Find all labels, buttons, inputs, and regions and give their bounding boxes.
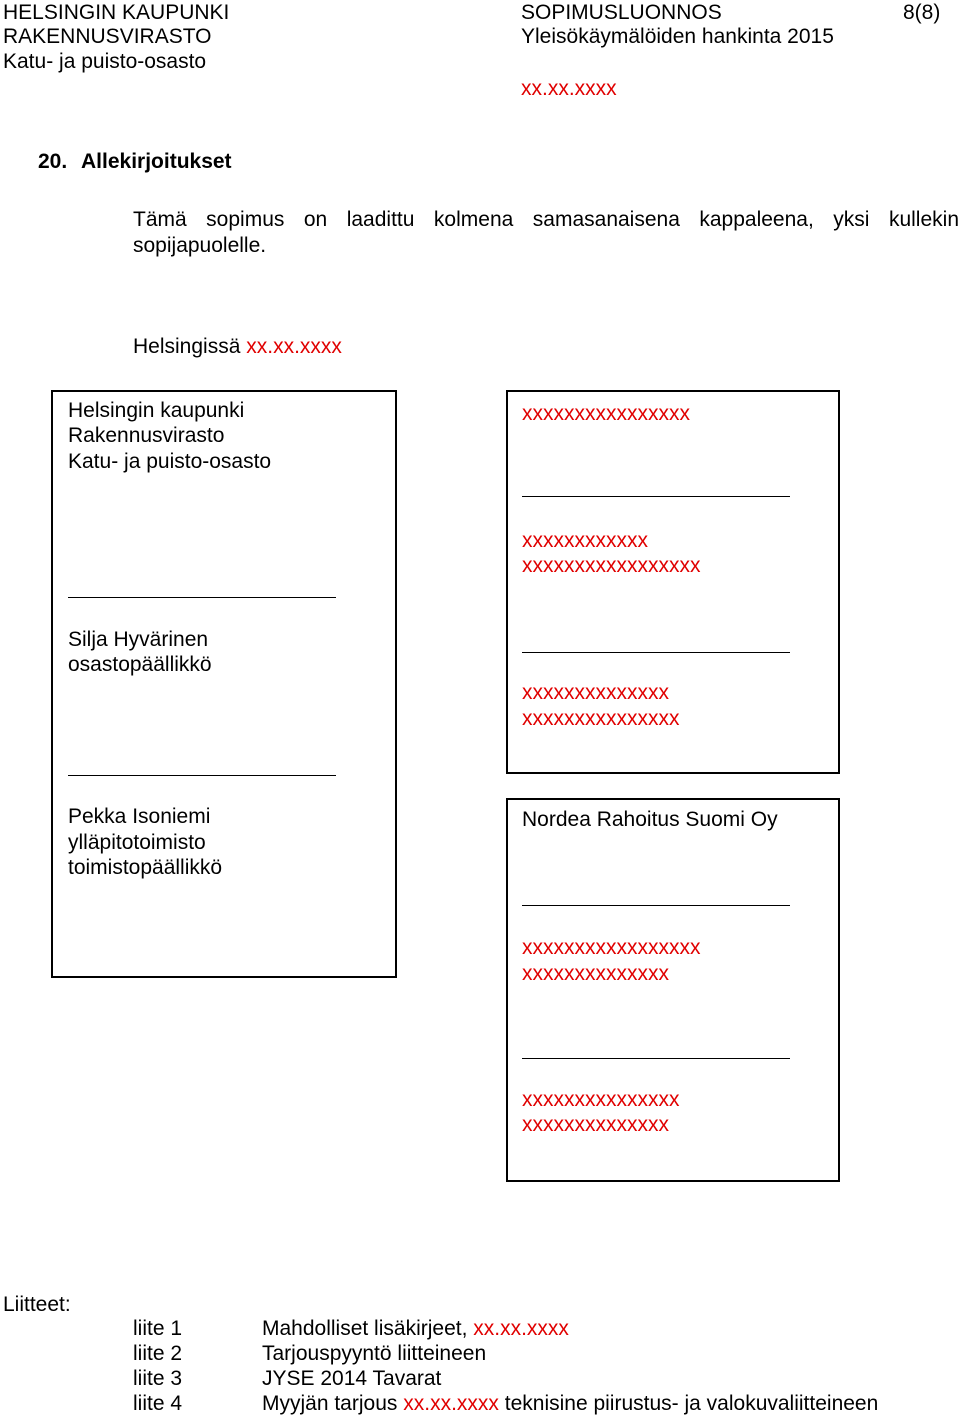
supplier-signer1-line2: xxxxxxxxxxxxxxxxx — [522, 554, 701, 577]
attachment-row — [133, 1366, 182, 1392]
header-date-placeholder: xx.xx.xxxx — [521, 77, 617, 100]
header-org-line2: RAKENNUSVIRASTO — [3, 25, 212, 48]
financier-company: Nordea Rahoitus Suomi Oy — [522, 808, 778, 831]
header-org-line3: Katu- ja puisto-osasto — [3, 50, 207, 73]
financier-signer2-line1: xxxxxxxxxxxxxxx — [522, 1088, 680, 1111]
place-date-line — [133, 334, 342, 360]
financier-signer1-line2: xxxxxxxxxxxxxx — [522, 962, 669, 985]
section-title: Allekirjoitukset — [81, 150, 232, 173]
header-doc-type: SOPIMUSLUONNOS — [521, 1, 722, 24]
signature-line-supplier-1 — [522, 496, 790, 497]
attachment-text: Mahdolliset lisäkirjeet, — [262, 1317, 468, 1340]
signature-line-financier-2 — [522, 1058, 790, 1059]
attachment-row — [133, 1391, 182, 1417]
financier-signer1-line1: xxxxxxxxxxxxxxxxx — [522, 936, 701, 959]
attachment-id: liite 1 — [133, 1317, 183, 1340]
signature-line-supplier-2 — [522, 652, 790, 653]
section-body: Tämä sopimus on laadittu kolmena samasanaisena kappaleena, yksi kullekin sopijapuolelle. — [133, 208, 959, 257]
attachment-date: xx.xx.xxxx — [403, 1392, 499, 1415]
attachment-id: liite 4 — [133, 1392, 183, 1415]
city-signer1-title: osastopäällikkö — [68, 653, 212, 676]
attachment-text: Myyjän tarjous — [262, 1392, 398, 1415]
city-name: Helsingin kaupunki — [68, 399, 245, 422]
section-number: 20. — [38, 150, 68, 173]
header-org-line1: HELSINGIN KAUPUNKI — [3, 1, 230, 24]
attachment-date: xx.xx.xxxx — [473, 1317, 569, 1340]
city-signer2-name: Pekka Isoniemi — [68, 805, 211, 828]
attachment-row — [133, 1316, 182, 1342]
signature-line-city-1 — [68, 597, 336, 598]
city-division: Katu- ja puisto-osasto — [68, 450, 272, 473]
city-signer1-name: Silja Hyvärinen — [68, 628, 209, 651]
attachment-text: JYSE 2014 Tavarat — [262, 1367, 442, 1390]
attachment-desc — [262, 1366, 441, 1392]
city-signer2-unit: ylläpitotoimisto — [68, 831, 206, 854]
header-doc-subject: Yleisökäymälöiden hankinta 2015 — [521, 25, 834, 48]
place-label: Helsingissä — [133, 335, 241, 358]
supplier-signer2-line2: xxxxxxxxxxxxxxx — [522, 707, 680, 730]
supplier-company: xxxxxxxxxxxxxxxx — [522, 402, 690, 425]
attachment-row — [133, 1341, 182, 1367]
attachment-desc — [262, 1341, 486, 1367]
signature-box-city — [51, 390, 397, 978]
supplier-signer1-line1: xxxxxxxxxxxx — [522, 529, 648, 552]
city-signer2-title: toimistopäällikkö — [68, 856, 223, 879]
attachment-desc — [262, 1316, 569, 1342]
attachment-text: Tarjouspyyntö liitteineen — [262, 1342, 487, 1365]
financier-signer2-line2: xxxxxxxxxxxxxx — [522, 1113, 669, 1136]
place-date: xx.xx.xxxx — [246, 335, 342, 358]
signature-line-city-2 — [68, 775, 336, 776]
signature-line-financier-1 — [522, 905, 790, 906]
header-page-number: 8(8) — [903, 1, 941, 24]
attachment-desc — [262, 1391, 878, 1417]
attachments-heading: Liitteet: — [3, 1293, 71, 1316]
supplier-signer2-line1: xxxxxxxxxxxxxx — [522, 681, 669, 704]
attachment-id: liite 2 — [133, 1342, 183, 1365]
attachment-id: liite 3 — [133, 1367, 183, 1390]
attachment-text-after: teknisine piirustus- ja valokuvaliitteineen — [504, 1392, 879, 1415]
city-department: Rakennusvirasto — [68, 424, 225, 447]
